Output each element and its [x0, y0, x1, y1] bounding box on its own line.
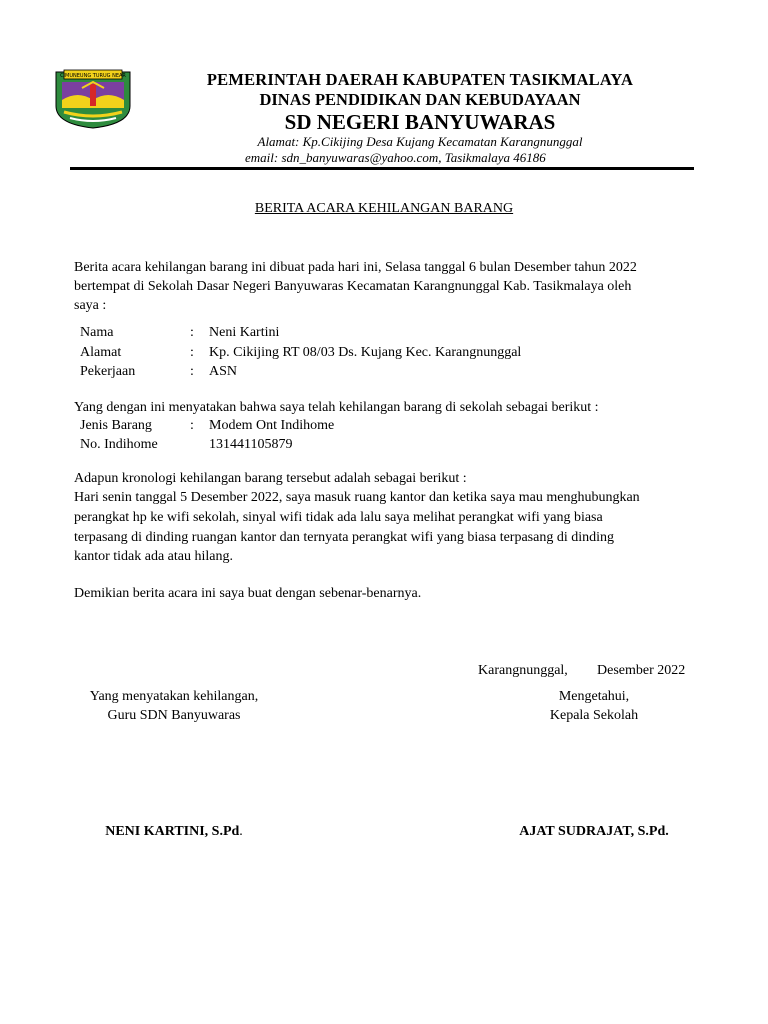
document-title: BERITA ACARA KEHILANGAN BARANG: [254, 201, 514, 216]
chronology-line-4: kantor tidak ada atau hilang.: [74, 549, 233, 564]
intro-line-2: bertempat di Sekolah Dasar Negeri Banyuwaras Kecamatan Karangnunggal Kab. Tasikmalaya oleh: [74, 279, 632, 294]
chronology-line-1: Hari senin tanggal 5 Desember 2022, saya masuk ruang kantor dan ketika saya mau menghubungkan: [74, 490, 640, 505]
header-school-name: SD NEGERI BANYUWARAS: [284, 110, 556, 134]
date-text: Desember 2022: [597, 663, 686, 678]
item-label-type: Jenis Barang: [80, 418, 152, 433]
header-divider: [70, 167, 694, 170]
identity-sep-address: :: [190, 345, 194, 360]
identity-value-job: ASN: [209, 364, 238, 379]
header-email: email: sdn_banyuwaras@yahoo.com, Tasikmalaya 46186: [245, 150, 546, 165]
header-government: PEMERINTAH DAERAH KABUPATEN TASIKMALAYA: [206, 70, 634, 89]
left-sig-name: NENI KARTINI, S.Pd: [105, 824, 240, 839]
intro-line-3: saya :: [74, 298, 107, 313]
item-value-type: Modem Ont Indihome: [209, 418, 335, 433]
left-sig-name-line: [64, 824, 284, 840]
regency-logo: [52, 66, 134, 130]
header-department: DINAS PENDIDIKAN DAN KEBUDAYAAN: [259, 90, 581, 109]
chronology-line-3: terpasang di dinding ruangan kantor dan ternyata perangkat wifi yang biasa terpasang di dinding: [74, 530, 614, 545]
place-text: Karangnunggal,: [478, 663, 568, 678]
identity-value-address: Kp. Cikijing RT 08/03 Ds. Kujang Kec. Karangnunggal: [209, 345, 522, 360]
right-sig-role-2: Kepala Sekolah: [549, 708, 639, 723]
identity-sep-name: :: [190, 325, 194, 340]
chronology-line-2: perangkat hp ke wifi sekolah, sinyal wifi tidak ada lalu saya melihat perangkat wifi yang biasa: [74, 510, 603, 525]
item-sep-type: :: [190, 418, 194, 433]
intro-line-1: Berita acara kehilangan barang ini dibuat pada hari ini, Selasa tanggal 6 bulan Desember tahun 2022: [74, 260, 637, 275]
identity-sep-job: :: [190, 364, 194, 379]
right-sig-role-1: Mengetahui,: [558, 689, 630, 704]
closing-text: Demikian berita acara ini saya buat dengan sebenar-benarnya.: [74, 586, 422, 601]
item-label-number: No. Indihome: [80, 437, 158, 452]
logo-banner-text: CIMUNEUNG TURUG NEAR: [60, 73, 126, 79]
left-sig-role-2: Guru SDN Banyuwaras: [107, 708, 241, 723]
left-sig-dot: .: [239, 824, 243, 839]
header-address: Alamat: Kp.Cikijing Desa Kujang Kecamatan Karangnunggal: [257, 134, 583, 149]
chronology-intro: Adapun kronologi kehilangan barang tersebut adalah sebagai berikut :: [74, 471, 467, 486]
identity-label-address: Alamat: [80, 345, 122, 360]
item-value-number: 131441105879: [209, 437, 293, 452]
statement-text: Yang dengan ini menyatakan bahwa saya telah kehilangan barang di sekolah sebagai berikut :: [74, 400, 599, 415]
identity-value-name: Neni Kartini: [209, 325, 280, 340]
identity-label-name: Nama: [80, 325, 114, 340]
left-sig-role-1: Yang menyatakan kehilangan,: [89, 689, 259, 704]
right-sig-name: AJAT SUDRAJAT, S.Pd.: [519, 824, 669, 839]
identity-label-job: Pekerjaan: [80, 364, 136, 379]
